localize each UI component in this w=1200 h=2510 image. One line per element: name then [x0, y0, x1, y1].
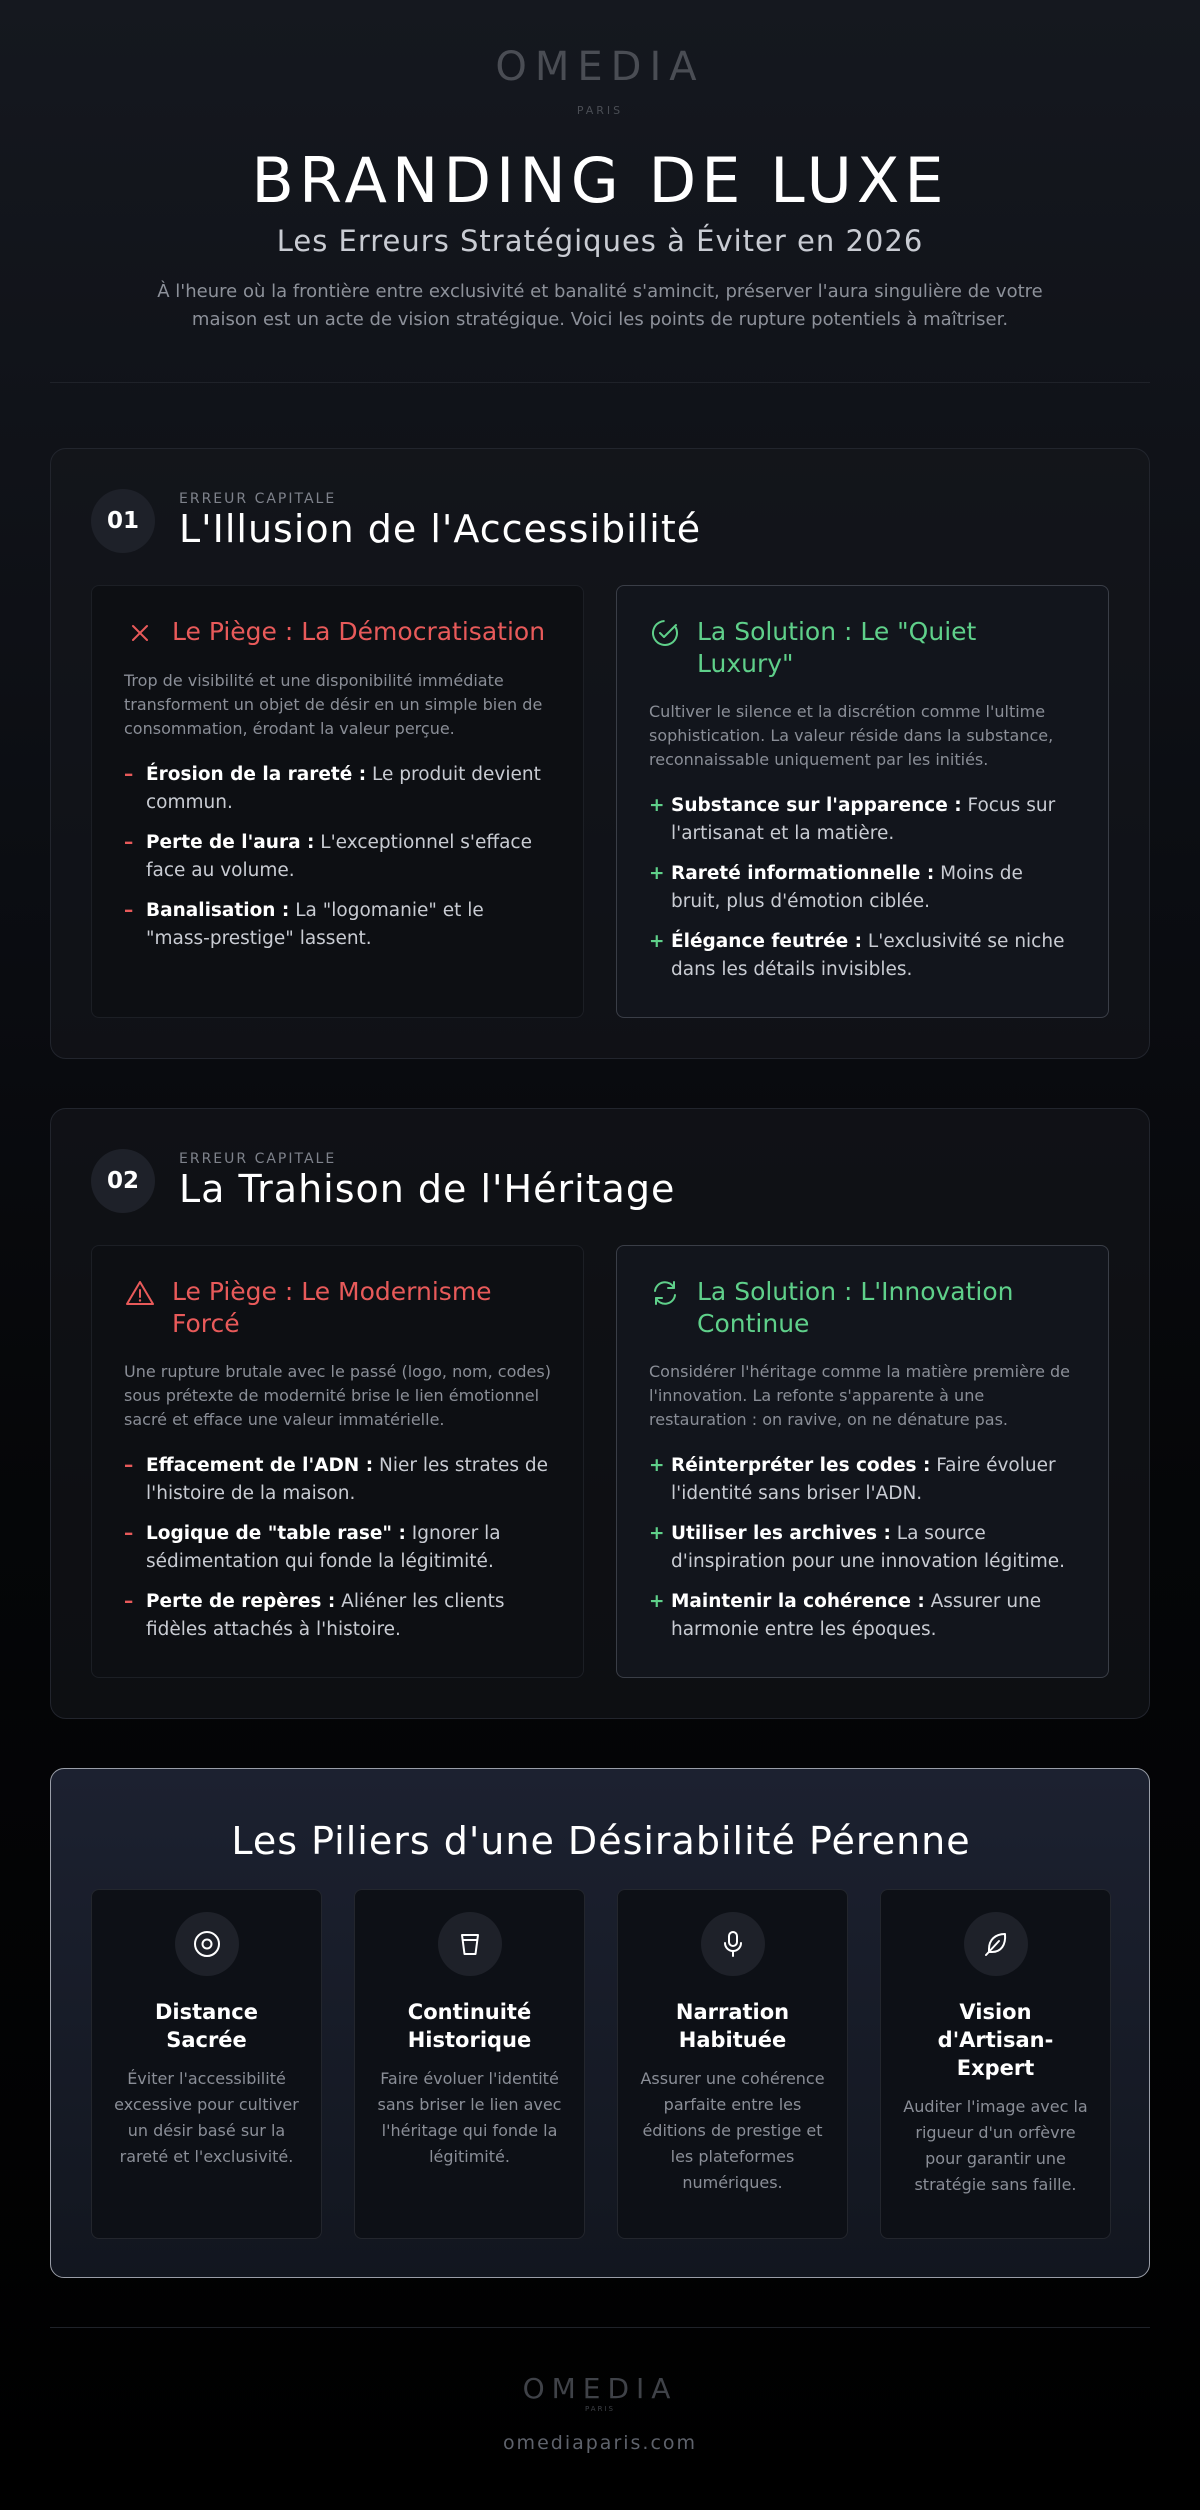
section-title: L'Illusion de l'Accessibilité	[179, 507, 702, 551]
target-icon	[175, 1912, 239, 1976]
solution-label: La Solution : L'Innovation Continue	[697, 1277, 1014, 1338]
page-intro: À l'heure où la frontière entre exclusivité et banalité s'amincit, préserver l'aura singulière de votre maison est un acte de vision stratégique. Voici les points de rupture potentiels à maîtriser.	[157, 281, 1043, 330]
pillars-title: Les Piliers d'une Désirabilité Pérenne	[231, 1819, 971, 1863]
pitfall-description: Trop de visibilité et une disponibilité immédiate transforment un objet de désir en un simple bien de consommation, érodant la valeur perçue.	[124, 671, 543, 738]
pillar-name: Continuité Historique	[407, 2000, 532, 2052]
microphone-icon	[701, 1912, 765, 1976]
section-kicker: ERREUR CAPITALE	[179, 491, 337, 507]
list-item: – Effacement de l'ADN : Nier les strates de l'histoire de la maison.	[124, 1455, 549, 1504]
solution-card	[616, 1245, 1109, 1678]
pitfall-card	[91, 585, 584, 1018]
pillar-text: Éviter l'accessibilité excessive pour cultiver un désir basé sur la rareté et l'exclusivité.	[114, 2069, 299, 2166]
section-number: 02	[91, 1149, 155, 1213]
solution-description: Considérer l'héritage comme la matière première de l'innovation. La refonte s'apparente à une restauration : on ravive, on ne dénature pas.	[649, 1362, 1071, 1429]
list-item: – Perte de l'aura : L'exceptionnel s'efface face au volume.	[124, 832, 532, 881]
solution-description: Cultiver le silence et la discrétion comme l'ultime sophistication. La valeur réside dans la substance, reconnaissable uniquement par les initiés.	[649, 702, 1054, 769]
pillar-card	[354, 1889, 585, 2239]
pitfall-card	[91, 1245, 584, 1678]
page-subtitle: Les Erreurs Stratégiques à Éviter en 2026	[276, 224, 924, 258]
x-icon	[124, 617, 156, 649]
list-item: – Banalisation : La "logomanie" et le "mass-prestige" lassent.	[124, 900, 484, 949]
pillar-card	[91, 1889, 322, 2239]
feather-icon	[964, 1912, 1028, 1976]
pitfall-description: Une rupture brutale avec le passé (logo, nom, codes) sous prétexte de modernité brise le lien émotionnel sacré et efface une valeur immatérielle.	[124, 1362, 551, 1429]
section-error-02	[50, 1108, 1150, 1719]
pillar-text: Auditer l'image avec la rigueur d'un orfèvre pour garantir une stratégie sans faille.	[903, 2097, 1088, 2194]
pillar-name: Vision d'Artisan-Expert	[937, 2000, 1054, 2080]
section-number: 01	[91, 489, 155, 553]
solution-card	[616, 585, 1109, 1018]
section-title: La Trahison de l'Héritage	[179, 1167, 676, 1211]
solution-label: La Solution : Le "Quiet Luxury"	[697, 617, 977, 678]
pitfall-label: Le Piège : La Démocratisation	[172, 617, 546, 646]
list-item: – Logique de "table rase" : Ignorer la sédimentation qui fonde la légitimité.	[124, 1523, 501, 1572]
page-title: BRANDING DE LUXE	[251, 144, 949, 217]
refresh-icon	[649, 1277, 681, 1309]
list-item: + Élégance feutrée : L'exclusivité se niche dans les détails invisibles.	[649, 931, 1065, 980]
pillar-text: Faire évoluer l'identité sans briser le lien avec l'héritage qui fonde la légitimité.	[377, 2069, 562, 2166]
list-item: – Érosion de la rareté : Le produit devient commun.	[124, 764, 541, 813]
list-item: + Substance sur l'apparence : Focus sur l'artisanat et la matière.	[649, 795, 1056, 844]
list-item: + Réinterpréter les codes : Faire évoluer l'identité sans briser l'ADN.	[649, 1455, 1056, 1504]
list-item: + Rareté informationnelle : Moins de bruit, plus d'émotion ciblée.	[649, 863, 1023, 912]
header-divider	[50, 382, 1150, 383]
footer-logo-sub: PARIS	[585, 2405, 615, 2413]
footer-divider	[50, 2327, 1150, 2328]
list-item: – Perte de repères : Aliéner les clients fidèles attachés à l'histoire.	[124, 1591, 505, 1640]
brand-logo: OMEDIA	[495, 44, 705, 90]
check-circle-icon	[649, 617, 681, 649]
brand-logo-sub: PARIS	[576, 104, 624, 117]
list-item: + Maintenir la cohérence : Assurer une harmonie entre les époques.	[649, 1591, 1042, 1640]
section-error-01	[50, 448, 1150, 1059]
glass-icon	[438, 1912, 502, 1976]
footer-website-link[interactable]: omediaparis.com	[502, 2432, 698, 2454]
pillars-panel	[50, 1768, 1150, 2278]
pillar-card	[617, 1889, 848, 2239]
section-kicker: ERREUR CAPITALE	[179, 1151, 337, 1167]
footer-logo: OMEDIA	[522, 2372, 678, 2405]
warning-triangle-icon	[124, 1277, 156, 1309]
list-item: + Utiliser les archives : La source d'inspiration pour une innovation légitime.	[649, 1523, 1066, 1572]
pillar-name: Distance Sacrée	[155, 2000, 258, 2052]
pillar-text: Assurer une cohérence parfaite entre les éditions de prestige et les plateformes numériques.	[640, 2069, 825, 2192]
pitfall-label: Le Piège : Le Modernisme Forcé	[172, 1277, 492, 1338]
pillar-card	[880, 1889, 1111, 2239]
pillar-name: Narration Habituée	[675, 2000, 790, 2052]
